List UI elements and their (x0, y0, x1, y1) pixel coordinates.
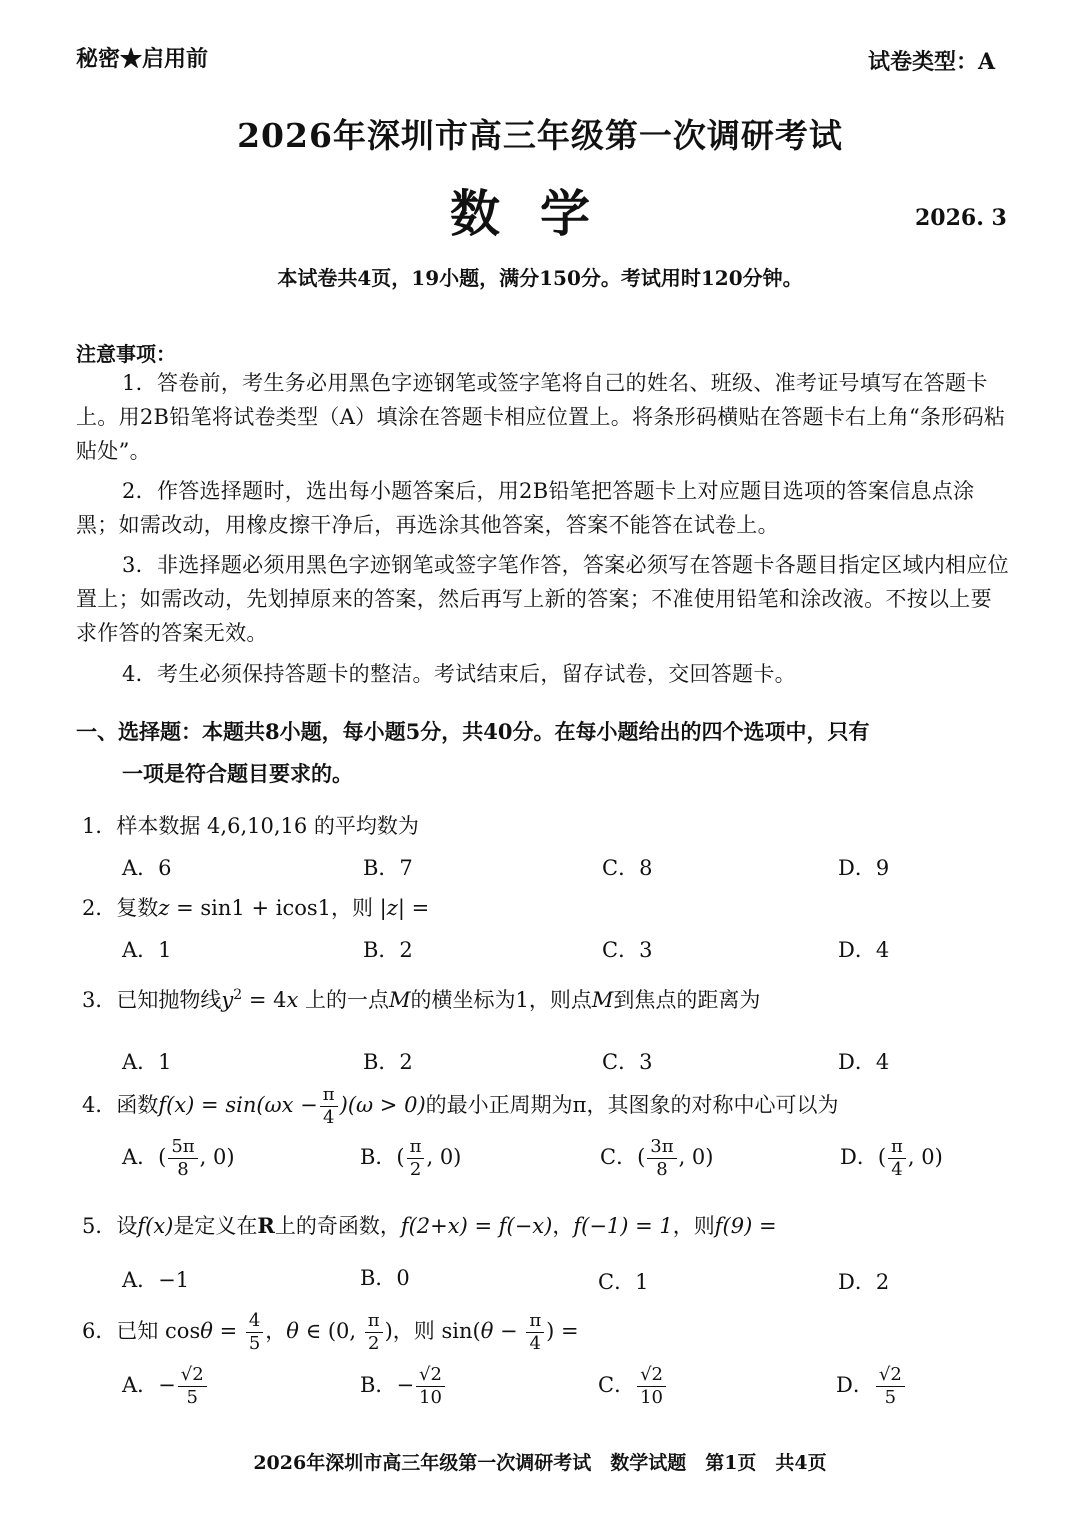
q1-option-a: A．6 (122, 856, 172, 880)
q2-option-c: C．3 (602, 938, 653, 962)
stem-text: 上的一点 (298, 988, 390, 1012)
fraction (178, 1364, 207, 1409)
stem-text: = 4 (242, 988, 287, 1012)
q6-option-a (122, 1364, 209, 1409)
math-var: M (389, 988, 411, 1012)
fraction-denominator: 5 (884, 1387, 897, 1408)
stem-text: 到焦点的距离为 (613, 988, 761, 1012)
stem-text: 上的奇函数， (274, 1214, 401, 1238)
paper-type-label: 试卷类型：A (868, 49, 996, 75)
q6-option-d (836, 1364, 907, 1409)
math-expr: )(ω > 0) (339, 1093, 426, 1117)
fraction-denominator: 8 (656, 1159, 668, 1180)
fraction-denominator: 4 (891, 1159, 903, 1180)
stem-text: ∈ (0, (298, 1319, 363, 1343)
math-expr: f(−1) = 1 (573, 1214, 673, 1238)
subject-title: 数学 (450, 184, 630, 243)
question-2 (82, 892, 429, 922)
fraction-numerator: √2 (178, 1364, 207, 1387)
q1-option-d: D．9 (838, 856, 890, 880)
question-number: 2． (82, 896, 117, 920)
q4-option-a (122, 1136, 235, 1181)
exam-date: 2026. 3 (915, 205, 1007, 231)
q5-option-d: D．2 (838, 1270, 890, 1294)
option-label: C．( (600, 1145, 646, 1169)
stem-text: 复数 (116, 896, 159, 920)
stem-text: − (493, 1319, 525, 1343)
superscript: 2 (233, 987, 243, 1003)
q3-option-d: D．4 (838, 1050, 890, 1074)
option-tail: , 0) (678, 1145, 714, 1169)
math-var: θ (480, 1319, 494, 1343)
q6-option-b (360, 1364, 447, 1409)
question-3 (82, 984, 760, 1014)
fraction-numerator: π (365, 1310, 383, 1333)
stem-text: 函数 (116, 1093, 159, 1117)
question-1 (82, 810, 419, 840)
question-stem: 样本数据 4,6,10,16 的平均数为 (116, 814, 419, 838)
stem-text: 已知 cos (116, 1319, 201, 1343)
option-sign: − (396, 1373, 415, 1397)
option-label: A．( (122, 1145, 167, 1169)
q1-option-b: B．7 (363, 856, 413, 880)
q5-option-c: C．1 (598, 1270, 649, 1294)
fraction-numerator: π (888, 1136, 906, 1159)
q3-option-a: A．1 (122, 1050, 172, 1074)
question-number: 6． (82, 1319, 117, 1343)
q1-option-c: C．8 (602, 856, 653, 880)
q4-option-b (360, 1136, 461, 1181)
question-4 (82, 1084, 838, 1129)
option-label: A． (122, 1373, 159, 1397)
q5-option-a: A．−1 (122, 1268, 190, 1292)
q4-option-d (840, 1136, 943, 1181)
q3-option-b: B．2 (363, 1050, 413, 1074)
question-5 (82, 1210, 777, 1240)
stem-text: ，则 (672, 1214, 715, 1238)
option-tail: , 0) (426, 1145, 462, 1169)
math-set: R (257, 1213, 275, 1238)
fraction (168, 1136, 197, 1181)
q2-option-b: B．2 (363, 938, 413, 962)
page-footer: 2026年深圳市高三年级第一次调研考试 数学试题 第1页 共4页 (253, 1452, 827, 1474)
option-label: D．( (840, 1145, 887, 1169)
question-number: 4． (82, 1093, 117, 1117)
fraction-numerator: π (320, 1084, 338, 1107)
stem-text: 已知抛物线 (116, 988, 222, 1012)
fraction (876, 1364, 905, 1409)
math-var: z (386, 896, 398, 920)
fraction (637, 1364, 666, 1409)
fraction (407, 1136, 425, 1181)
math-var: θ (286, 1319, 299, 1343)
stem-text: 的横坐标为1，则点 (410, 988, 592, 1012)
fraction-numerator: √2 (876, 1364, 905, 1387)
q5-option-b: B．0 (360, 1266, 410, 1290)
question-number: 1． (82, 814, 117, 838)
question-6 (82, 1310, 579, 1355)
math-var: θ (200, 1319, 213, 1343)
stem-text: | = (397, 896, 430, 920)
fraction-numerator: √2 (637, 1364, 666, 1387)
fraction (526, 1310, 544, 1355)
stem-text: 是定义在 (173, 1214, 258, 1238)
fraction-denominator: 2 (409, 1159, 422, 1180)
q2-option-d: D．4 (838, 938, 890, 962)
stem-text: 设 (116, 1214, 138, 1238)
question-number: 3． (82, 988, 117, 1012)
note-item-1: 1．答卷前，考生务必用黑色字迹钢笔或签字笔将自己的姓名、班级、准考证号填写在答题卡上。用2B铅笔将试卷类型（A）填涂在答题卡相应位置上。将条形码横贴在答题卡右上角“条形码粘贴处”。 (76, 371, 1006, 463)
stem-text: ) = (546, 1319, 579, 1343)
option-tail: , 0) (907, 1145, 943, 1169)
option-sign: − (158, 1373, 176, 1397)
stem-text: 的最小正周期为π，其图象的对称中心可以为 (425, 1093, 839, 1117)
fraction-denominator: 4 (322, 1107, 335, 1128)
math-expr: f(9) = (714, 1214, 777, 1238)
option-tail: , 0) (199, 1145, 235, 1169)
section1-heading-line1: 一、选择题：本题共8小题，每小题5分，共40分。在每小题给出的四个选项中，只有 (76, 719, 870, 744)
exam-info: 本试卷共4页，19小题，满分150分。考试用时120分钟。 (277, 266, 803, 290)
stem-text: )，则 sin( (384, 1319, 481, 1343)
fraction (365, 1310, 383, 1355)
fraction-denominator: 4 (529, 1333, 541, 1354)
stem-text: = sin1 + icos1，则 | (169, 896, 387, 920)
q6-option-c (598, 1364, 668, 1409)
q2-option-a: A．1 (122, 938, 172, 962)
fraction-denominator: 8 (177, 1159, 189, 1180)
math-var: x (286, 988, 299, 1012)
notes-heading: 注意事项： (76, 342, 176, 366)
section1-heading-line2: 一项是符合题目要求的。 (122, 761, 353, 786)
fraction-denominator: 5 (186, 1387, 198, 1408)
stem-text: = (212, 1319, 244, 1343)
stem-text: ， (552, 1214, 574, 1238)
fraction-numerator: √2 (416, 1364, 445, 1387)
fraction-numerator: 3π (647, 1136, 676, 1159)
fraction (888, 1136, 906, 1181)
option-label: D． (836, 1373, 874, 1397)
fraction (246, 1310, 263, 1355)
question-number: 5． (82, 1214, 117, 1238)
note-item-4: 4．考生必须保持答题卡的整洁。考试结束后，留存试卷，交回答题卡。 (122, 662, 796, 686)
math-expr: f(x) (137, 1214, 174, 1238)
option-label: C． (598, 1373, 636, 1397)
fraction-denominator: 10 (640, 1387, 663, 1408)
math-expr: f(2+x) = f(−x) (400, 1214, 553, 1238)
note-item-2: 2．作答选择题时，选出每小题答案后，用2B铅笔把答题卡上对应题目选项的答案信息点涂黑；如需改动，用橡皮擦干净后，再选涂其他答案，答案不能答在试卷上。 (76, 479, 975, 537)
fraction-numerator: 5π (168, 1136, 197, 1159)
math-var: M (591, 988, 614, 1012)
fraction-denominator: 2 (367, 1333, 380, 1354)
math-var: y (221, 988, 234, 1012)
option-label: B．( (360, 1145, 405, 1169)
option-label: B． (360, 1373, 397, 1397)
q4-option-c (600, 1136, 713, 1181)
math-expr: f(x) = sin(ωx − (158, 1093, 318, 1117)
fraction (647, 1136, 676, 1181)
fraction-numerator: π (526, 1310, 544, 1333)
confidential-label: 秘密★启用前 (76, 46, 209, 72)
math-var: z (158, 896, 170, 920)
fraction (416, 1364, 445, 1409)
stem-text: ， (265, 1319, 287, 1343)
fraction-numerator: 4 (246, 1310, 263, 1333)
note-item-3: 3．非选择题必须用黑色字迹钢笔或签字笔作答，答案必须写在答题卡各题目指定区域内相应位置上；如需改动，先划掉原来的答案，然后再写上新的答案；不准使用铅笔和涂改液。不按以上要求作答的答案无效。 (76, 553, 1009, 645)
fraction-numerator: π (407, 1136, 425, 1159)
exam-title: 2026年深圳市高三年级第一次调研考试 (237, 116, 843, 155)
fraction-denominator: 5 (248, 1333, 261, 1354)
fraction (320, 1084, 338, 1129)
fraction-denominator: 10 (419, 1387, 442, 1408)
q3-option-c: C．3 (602, 1050, 653, 1074)
